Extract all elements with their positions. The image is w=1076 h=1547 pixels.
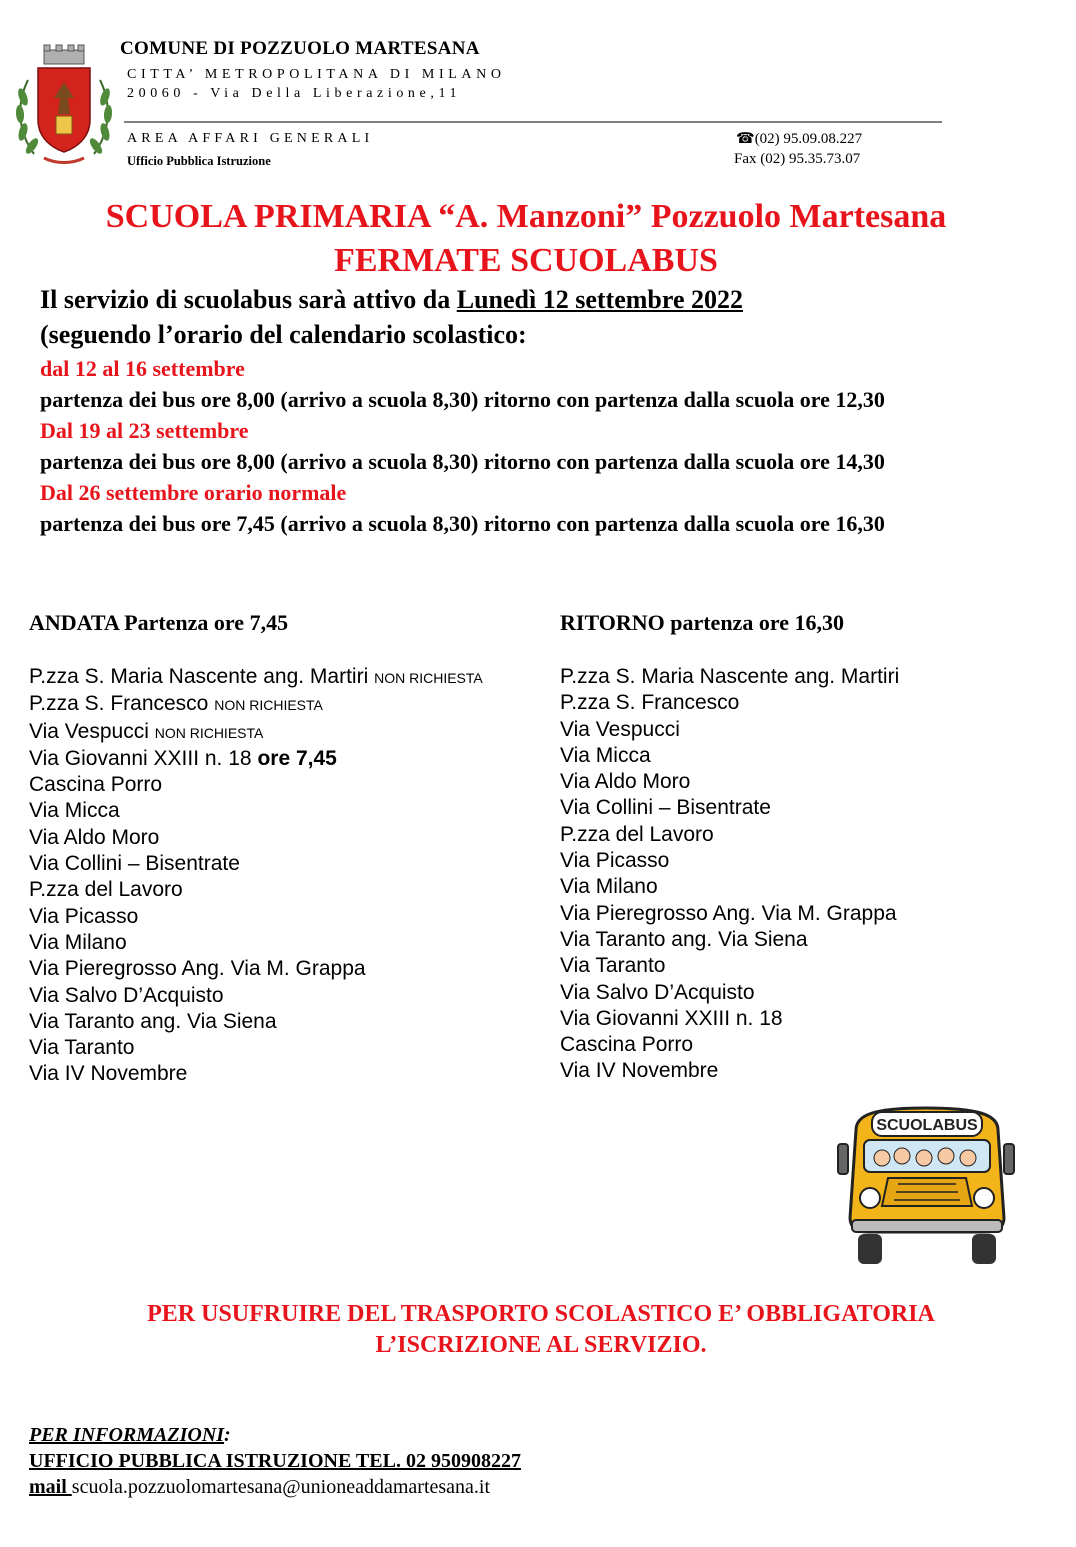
page-title: SCUOLA PRIMARIA “A. Manzoni” Pozzuolo Martesana bbox=[105, 198, 947, 235]
fax-number: Fax (02) 95.35.73.07 bbox=[734, 151, 861, 167]
andata-stop: Via Collini – Bisentrate bbox=[29, 852, 240, 876]
ritorno-stop: Via Micca bbox=[560, 743, 651, 767]
schedule-period-2: Dal 19 al 23 settembre bbox=[40, 418, 249, 443]
intro-line-1: Il servizio di scuolabus sarà attivo da Lunedì 12 settembre 2022 bbox=[40, 285, 743, 314]
info-heading: PER INFORMAZIONI: bbox=[29, 1424, 231, 1446]
andata-stop: Via Milano bbox=[29, 930, 127, 954]
andata-stop: P.zza S. Francesco NON RICHIESTA bbox=[29, 692, 323, 716]
ritorno-stop-list bbox=[560, 664, 899, 1085]
ritorno-stop: Via Pieregrosso Ang. Via M. Grappa bbox=[560, 901, 897, 925]
office-label: Ufficio Pubblica Istruzione bbox=[127, 154, 271, 168]
ritorno-stop: P.zza S. Francesco bbox=[560, 691, 740, 715]
ritorno-stop: Via Vespucci bbox=[560, 717, 680, 741]
andata-stop: Via Vespucci NON RICHIESTA bbox=[29, 719, 264, 743]
mail-label: mail bbox=[29, 1476, 72, 1498]
ritorno-stop: Via Picasso bbox=[560, 849, 670, 873]
ritorno-stop: Via Taranto ang. Via Siena bbox=[560, 927, 808, 951]
municipal-coat-of-arms-icon bbox=[14, 42, 114, 170]
comune-address: 20060 - Via Della Liberazione,11 bbox=[127, 86, 462, 101]
header-divider bbox=[124, 121, 942, 123]
schedule-detail-2: partenza dei bus ore 8,00 (arrivo a scuola 8,30) ritorno con partenza dalla scuola ore 14,30 bbox=[40, 449, 885, 474]
andata-heading: ANDATA Partenza ore 7,45 bbox=[29, 610, 289, 635]
andata-stop: Via Taranto ang. Via Siena bbox=[29, 1009, 277, 1033]
ritorno-stop: P.zza S. Maria Nascente ang. Martiri bbox=[560, 665, 900, 688]
area-label: AREA AFFARI GENERALI bbox=[127, 131, 374, 146]
schedule-detail-1: partenza dei bus ore 8,00 (arrivo a scuola 8,30) ritorno con partenza dalla scuola ore 12,30 bbox=[40, 387, 885, 412]
ritorno-stop: Via Giovanni XXIII n. 18 bbox=[560, 1006, 783, 1030]
registration-notice-line-1: PER USUFRUIRE DEL TRASPORTO SCOLASTICO E’ OBBLIGATORIA bbox=[147, 1301, 935, 1327]
page-subtitle: FERMATE SCUOLABUS bbox=[334, 242, 718, 279]
telephone-icon: ☎ bbox=[736, 131, 755, 147]
ritorno-stop: Via Taranto bbox=[560, 954, 666, 978]
ritorno-stop: Via Salvo D’Acquisto bbox=[560, 980, 755, 1004]
andata-stop: Via Picasso bbox=[29, 904, 139, 928]
phone-number: ☎(02) 95.09.08.227 bbox=[736, 131, 863, 147]
ritorno-stop: Via IV Novembre bbox=[560, 1059, 719, 1083]
andata-stop: P.zza S. Maria Nascente ang. Martiri NON RICHIESTA bbox=[29, 665, 483, 688]
ritorno-stop: Cascina Porro bbox=[560, 1033, 694, 1057]
andata-stop: P.zza del Lavoro bbox=[29, 878, 183, 902]
bus-sign-text: SCUOLABUS bbox=[876, 1117, 978, 1134]
school-bus-illustration-icon bbox=[836, 1100, 1016, 1270]
andata-stop-list bbox=[29, 664, 483, 1088]
ritorno-stop: Via Collini – Bisentrate bbox=[560, 796, 771, 820]
email-link[interactable]: scuola.pozzuolomartesana@unioneaddamartesana.it bbox=[71, 1476, 491, 1498]
andata-stop: Via Giovanni XXIII n. 18 ore 7,45 bbox=[29, 746, 337, 770]
ritorno-stop: Via Milano bbox=[560, 875, 658, 899]
registration-notice-line-2: L’ISCRIZIONE AL SERVIZIO. bbox=[375, 1332, 707, 1358]
andata-stop: Via Micca bbox=[29, 799, 120, 823]
andata-stop: Via Taranto bbox=[29, 1036, 135, 1060]
comune-name: COMUNE DI POZZUOLO MARTESANA bbox=[120, 38, 480, 59]
andata-stop: Cascina Porro bbox=[29, 773, 163, 797]
schedule-period-3: Dal 26 settembre orario normale bbox=[40, 480, 347, 505]
citta-metropolitana: CITTA’ METROPOLITANA DI MILANO bbox=[127, 67, 506, 82]
ritorno-stop: P.zza del Lavoro bbox=[560, 822, 714, 846]
schedule-detail-3: partenza dei bus ore 7,45 (arrivo a scuola 8,30) ritorno con partenza dalla scuola ore 16,30 bbox=[40, 511, 885, 536]
andata-stop: Via Pieregrosso Ang. Via M. Grappa bbox=[29, 957, 366, 981]
schedule-period-1: dal 12 al 16 settembre bbox=[40, 356, 245, 381]
intro-line-2: (seguendo l’orario del calendario scolastico: bbox=[40, 320, 527, 349]
andata-stop: Via IV Novembre bbox=[29, 1062, 188, 1086]
ritorno-stop: Via Aldo Moro bbox=[560, 770, 691, 794]
start-date: Lunedì 12 settembre 2022 bbox=[456, 285, 743, 314]
info-mail-line bbox=[29, 1476, 490, 1499]
info-office-line: UFFICIO PUBBLICA ISTRUZIONE TEL. 02 950908227 bbox=[29, 1450, 521, 1472]
andata-stop: Via Salvo D’Acquisto bbox=[29, 983, 224, 1007]
ritorno-heading: RITORNO partenza ore 16,30 bbox=[560, 610, 844, 635]
andata-stop: Via Aldo Moro bbox=[29, 825, 160, 849]
